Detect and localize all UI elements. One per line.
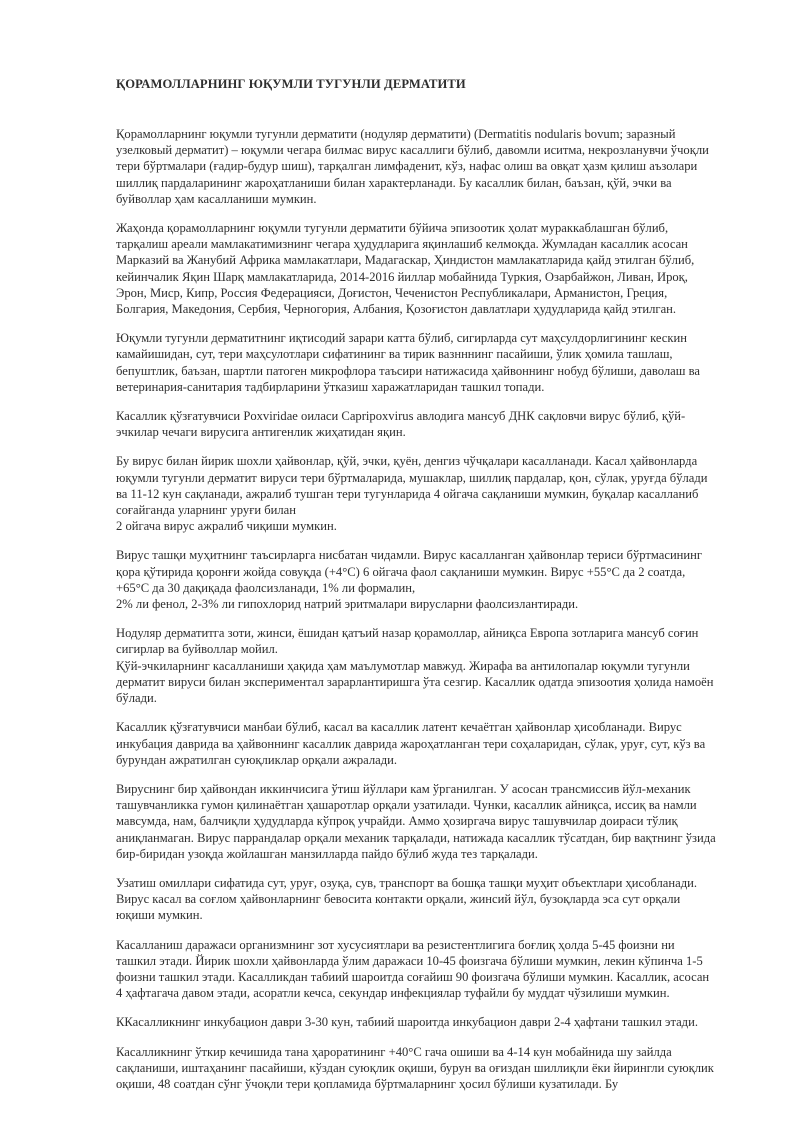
paragraph: ККасалликнинг инкубацион даври 3-30 кун, табиий шароитда инкубацион даври 2-4 ҳафтани ташкил этади. — [116, 1015, 698, 1030]
paragraph: Касалланиш даражаси организмнинг зот хусусиятлари ва резистентлигига боғлиқ ҳолда 5-45 фоизни ни ташкил этади. Йирик шохли ҳайвонларда ўлим даражаси 10-45 фоизгача бўлиши мумкин, лекин кўпинча 1-5 фоизни ташкил этади. Касалликдан табиий шароитда соғайиш 90 фоизгача бўлиши мумкин. Касаллик, асосан 4 ҳафтагача давом этади, асоратли кечса, секундар инфекциялар туфайли бу муддат чўзилиши мумкин. — [116, 937, 710, 1001]
paragraph: Юқумли тугунли дерматитнинг иқтисодий зарари катта бўлиб, сигирларда сут маҳсулдорлигининг кескин камайишидан, сут, тери маҳсулотлари сифатининг ва тирик вазнннинг пасайиши, ўлик ҳомила ташлаш, бепуштлик, баъзан, шартли патоген микрофлора таъсири натижасида ҳайвоннинг нобуд бўлиши, даволаш ва ветеринария-санитария тадбирларини ўтказиш харажатларидан ташкил топади. — [116, 331, 700, 394]
document-body — [116, 76, 716, 1105]
paragraph: Жаҳонда қорамолларнинг юқумли тугунли дерматити бўйича эпизоотик ҳолат мураккаблашган бўлиб, тарқалиш ареали мамлакатимизнинг чегара ҳудудларига яқинлашиб келмоқда. Жумладан касаллик асосан Марказий ва Жанубий Африка мамлакатлари, Мадагаскар, Ҳиндистон мамлакатларида қайд этилган бўлиб, кейинчалик Яқин Шарқ мамлакатларида, 2014-2016 йиллар мобайнида Туркия, Озарбайжон, Ливан, Ироқ, Эрон, Миср, Кипр, Россия Федерацияси, Доғистон, Чеченистон Республикалари, Арманистон, Греция, Болгария, Македония, Сербия, Черногория, Албания, Қозоғистон давлатлари ҳудудларида қайд этилган. — [116, 221, 695, 317]
paragraph: Касаллик қўзғатувчиси манбаи бўлиб, касал ва касаллик латент кечаётган ҳайвонлар ҳисобланади. Вирус инкубация даврида ва ҳайвоннинг касаллик даврида жароҳатланган тери соҳаларидан, сўлак, уруғ, сут, кўз ва бурундан ажратилган суюқликлар орқали ажралади. — [116, 720, 706, 767]
paragraph: Вирус ташқи муҳитнинг таъсирларга нисбатан чидамли. Вирус касалланган ҳайвонлар териси бўртмасининг қора қўтирида қоронғи жойда совуқда (+4°С) 6 ойгача фаол сақланиши мумкин. Вирус +55°С да 2 соатда, +65°С да 30 дақиқада фаолсизланади, 1% ли формалин, 2% ли фенол, 2-3% ли гипохлорид натрий эритмалари вирусларни фаолсизлантиради. — [116, 548, 703, 612]
document-title: ҚОРАМОЛЛАРНИНГ ЮҚУМЛИ ТУГУНЛИ ДЕРМАТИТИ — [116, 77, 466, 91]
paragraph: Касаллик қўзғатувчиси Poxviridae оиласи Capripoxvirus авлодига мансуб ДНК сақловчи вирус бўлиб, қўй-эчкилар чечаги вирусига антигенлик жиҳатидан яқин. — [116, 409, 686, 440]
paragraph: Вируснинг бир ҳайвондан иккинчисига ўтиш йўллари кам ўрганилган. У асосан трансмиссив йўл-механик ташувчанликка гумон қилинаётган ҳашаротлар орқали узатилади. Чунки, касаллик айниқса, иссиқ ва намли мавсумда, нам, балчиқли ҳудудларда кўпроқ учрайди. Аммо ҳозиргача вирус ташувчилар доираси тўлиқ аниқланмаган. Вирус паррандалар орқали механик тарқалади, натижада касаллик тўсатдан, бир вақтнинг ўзида бир-биридан узоқда жойлашган манзилларда пайдо бўлиб жуда тез тарқалади. — [116, 781, 716, 861]
paragraph: Бу вирус билан йирик шохли ҳайвонлар, қўй, эчки, қуён, денгиз чўчқалари касалланади. Касал ҳайвонларда юқумли тугунли дерматит вируси тери бўртмаларида, мушаклар, шиллиқ пардалар, қон, сўлак, уруғда бўлади ва 11-12 кун сақланади, ажралиб тушган тери тугунларида 4 ойгача сақланиши мумкин, буқалар касалланиб соғайганда уларнинг уруғи билан 2 ойгача вирус ажралиб чиқиши мумкин. — [116, 454, 708, 534]
paragraph: Қорамолларнинг юқумли тугунли дерматити (нодуляр дерматити) (Dermatitis nodularis bovum; заразный узелковый дерматит) – юқумли чегара билмас вирус касаллиги бўлиб, давомли иситма, некрозланувчи ўчоқли тери бўртмалари (ғадир-будур шиш), тарқалган лимфаденит, кўз, нафас олиш ва овқат ҳазм қилиш аъзолари шиллиқ пардаларининг жароҳатланиши билан характерланади. Бу касаллик билан, баъзан, қўй, эчки ва буйволлар ҳам касалланиши мумкин. — [116, 127, 709, 206]
paragraph: Касалликнинг ўткир кечишида тана ҳароратининг +40°С гача ошиши ва 4-14 кун мобайнида шу зайлда сақланиши, иштаҳанинг пасайиши, кўздан суюқлик оқиши, бурун ва оғиздан шиллиқли ёки йирингли суюқлик оқиши, 48 соатдан сўнг ўчоқли тери қопламида бўртмаларнинг ҳосил бўлиши кузатилади. Бу — [116, 1044, 714, 1091]
paragraph: Узатиш омиллари сифатида сут, уруғ, озуқа, сув, транспорт ва бошқа ташқи муҳит объектлари ҳисобланади. Вирус касал ва соғлом ҳайвонларнинг бевосита контакти орқали, жинсий йўл, бузоқларда эса сут орқали юқиши мумкин. — [116, 875, 698, 923]
paragraph: Нодуляр дерматитга зоти, жинси, ёшидан қатъий назар қорамоллар, айниқса Европа зотларига мансуб соғин сигирлар ва буйволлар мойил. Қўй-эчкиларнинг касалланиши ҳақида ҳам маълумотлар мавжуд. Жирафа ва антилопалар юқумли тугунли дерматит вируси билан экспериментал зарарлантиришга ўта сезгир. Касаллик одатда эпизоотия ҳолида намоён бўлади. — [116, 626, 714, 706]
